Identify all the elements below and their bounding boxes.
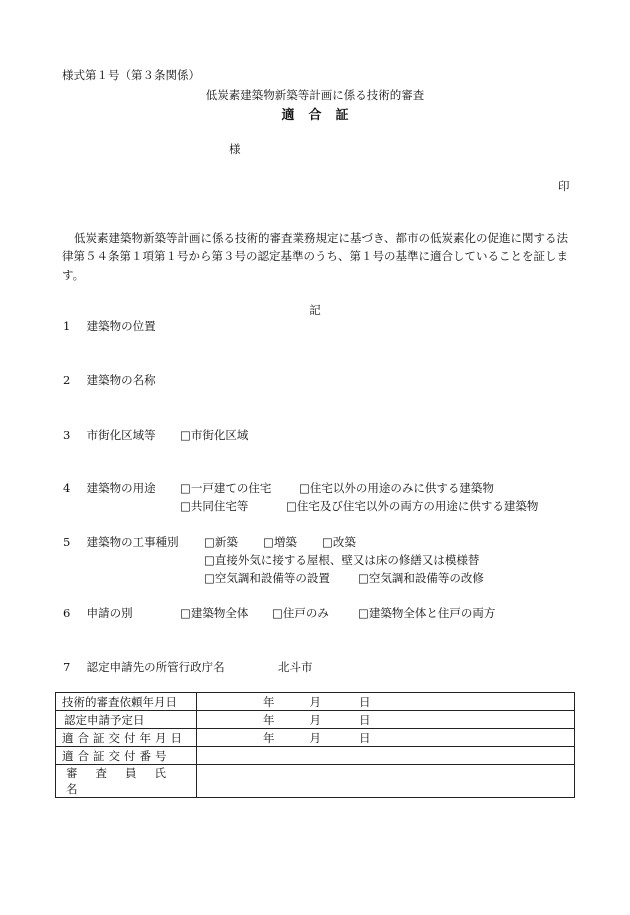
checkbox-icon[interactable] — [299, 481, 310, 495]
option-reconstruction[interactable]: □ 改築 — [322, 534, 356, 552]
document-title: 低炭素建築物新築等計画に係る技術的審査 — [205, 88, 425, 102]
option-both[interactable]: □ 建築物全体と住戸の両方 — [358, 605, 495, 623]
seal-mark: 印 — [558, 179, 570, 193]
table-row — [56, 765, 575, 798]
table-row — [56, 711, 575, 729]
certificate-title: 適合証 — [281, 108, 363, 123]
checkbox-icon[interactable] — [263, 535, 274, 549]
option-hvac-install[interactable]: □ 空気調和設備等の設置 — [204, 570, 330, 588]
table-row — [56, 747, 575, 765]
review-info-table — [55, 692, 575, 798]
item-number: 2 — [63, 373, 71, 387]
row-label: 技術的審査依頼年月日 — [56, 693, 197, 711]
option-apartment[interactable]: □ 共同住宅等 — [180, 498, 248, 516]
item-label: 建築物の名称 — [86, 373, 156, 387]
item-6 — [63, 605, 133, 623]
item-number: 3 — [63, 428, 71, 442]
option-repair-remodel[interactable]: □ 直接外気に接する屋根、壁又は床の修繕又は模様替 — [204, 552, 479, 570]
date-field[interactable]: 年 月 日 — [197, 711, 575, 729]
option-hvac-renovation[interactable]: □ 空気調和設備等の改修 — [358, 570, 484, 588]
checkbox-icon[interactable] — [272, 606, 283, 620]
date-field[interactable]: 年 月 日 — [197, 729, 575, 747]
option-new-construction[interactable]: □ 新築 — [204, 534, 238, 552]
option-non-residential[interactable]: □ 住宅以外の用途のみに供する建築物 — [299, 480, 494, 498]
item-label: 建築物の用途 — [86, 481, 156, 495]
option-detached-house[interactable]: □ 一戸建ての住宅 — [180, 480, 271, 498]
row-label: 適合証交付年月日 — [56, 729, 197, 747]
item-label: 建築物の工事種別 — [86, 535, 179, 549]
item-number: 1 — [63, 319, 71, 333]
item-2 — [63, 372, 156, 390]
addressee-suffix: 様 — [229, 142, 241, 156]
checkbox-icon[interactable] — [204, 571, 215, 585]
item-4 — [63, 480, 156, 498]
item-number: 6 — [63, 606, 71, 620]
item-number: 5 — [63, 535, 71, 549]
checkbox-icon[interactable] — [358, 571, 369, 585]
checkbox-icon[interactable] — [180, 606, 191, 620]
row-label: 審査員氏名 — [56, 765, 197, 798]
table-row — [56, 729, 575, 747]
option-whole-building[interactable]: □ 建築物全体 — [180, 605, 248, 623]
certification-statement: 低炭素建築物新築等計画に係る技術的審査業務規定に基づき、都市の低炭素化の促進に関する法律第５４条第１項第１号から第３号の認定基準のうち、第１号の基準に適合していることを証します。 — [62, 231, 569, 282]
checkbox-icon[interactable] — [180, 481, 191, 495]
checkbox-icon[interactable] — [180, 428, 191, 442]
checkbox-icon[interactable] — [358, 606, 369, 620]
row-label: 認定申請予定日 — [56, 711, 197, 729]
option-mixed-use[interactable]: □ 住宅及び住宅以外の両方の用途に供する建築物 — [286, 498, 538, 516]
checkbox-icon[interactable] — [204, 535, 215, 549]
reviewer-name-field[interactable] — [197, 765, 575, 798]
checkbox-icon[interactable] — [180, 499, 191, 513]
item-label: 建築物の位置 — [86, 319, 156, 333]
option-dwelling-only[interactable]: □ 住戸のみ — [272, 605, 329, 623]
item-label: 認定申請先の所管行政庁名 — [86, 660, 225, 674]
option-extension[interactable]: □ 増築 — [263, 534, 297, 552]
row-label: 適合証交付番号 — [56, 747, 197, 765]
authority-name: 北斗市 — [278, 660, 313, 674]
certificate-number-field[interactable] — [197, 747, 575, 765]
item-label: 申請の別 — [86, 606, 133, 620]
item-5 — [63, 534, 179, 552]
table-row — [56, 693, 575, 711]
ki-heading: 記 — [309, 303, 321, 317]
form-number: 様式第１号（第３条関係） — [62, 68, 200, 82]
item-label: 市街化区域等 — [86, 428, 156, 442]
item-3 — [63, 427, 156, 445]
item-7 — [63, 659, 225, 677]
checkbox-icon[interactable] — [286, 499, 297, 513]
checkbox-icon[interactable] — [322, 535, 333, 549]
item-number: 4 — [63, 481, 71, 495]
checkbox-icon[interactable] — [204, 553, 215, 567]
item-number: 7 — [63, 660, 71, 674]
date-field[interactable]: 年 月 日 — [197, 693, 575, 711]
option-urbanization-area[interactable]: □ 市街化区域 — [180, 427, 248, 445]
item-1 — [63, 318, 156, 336]
